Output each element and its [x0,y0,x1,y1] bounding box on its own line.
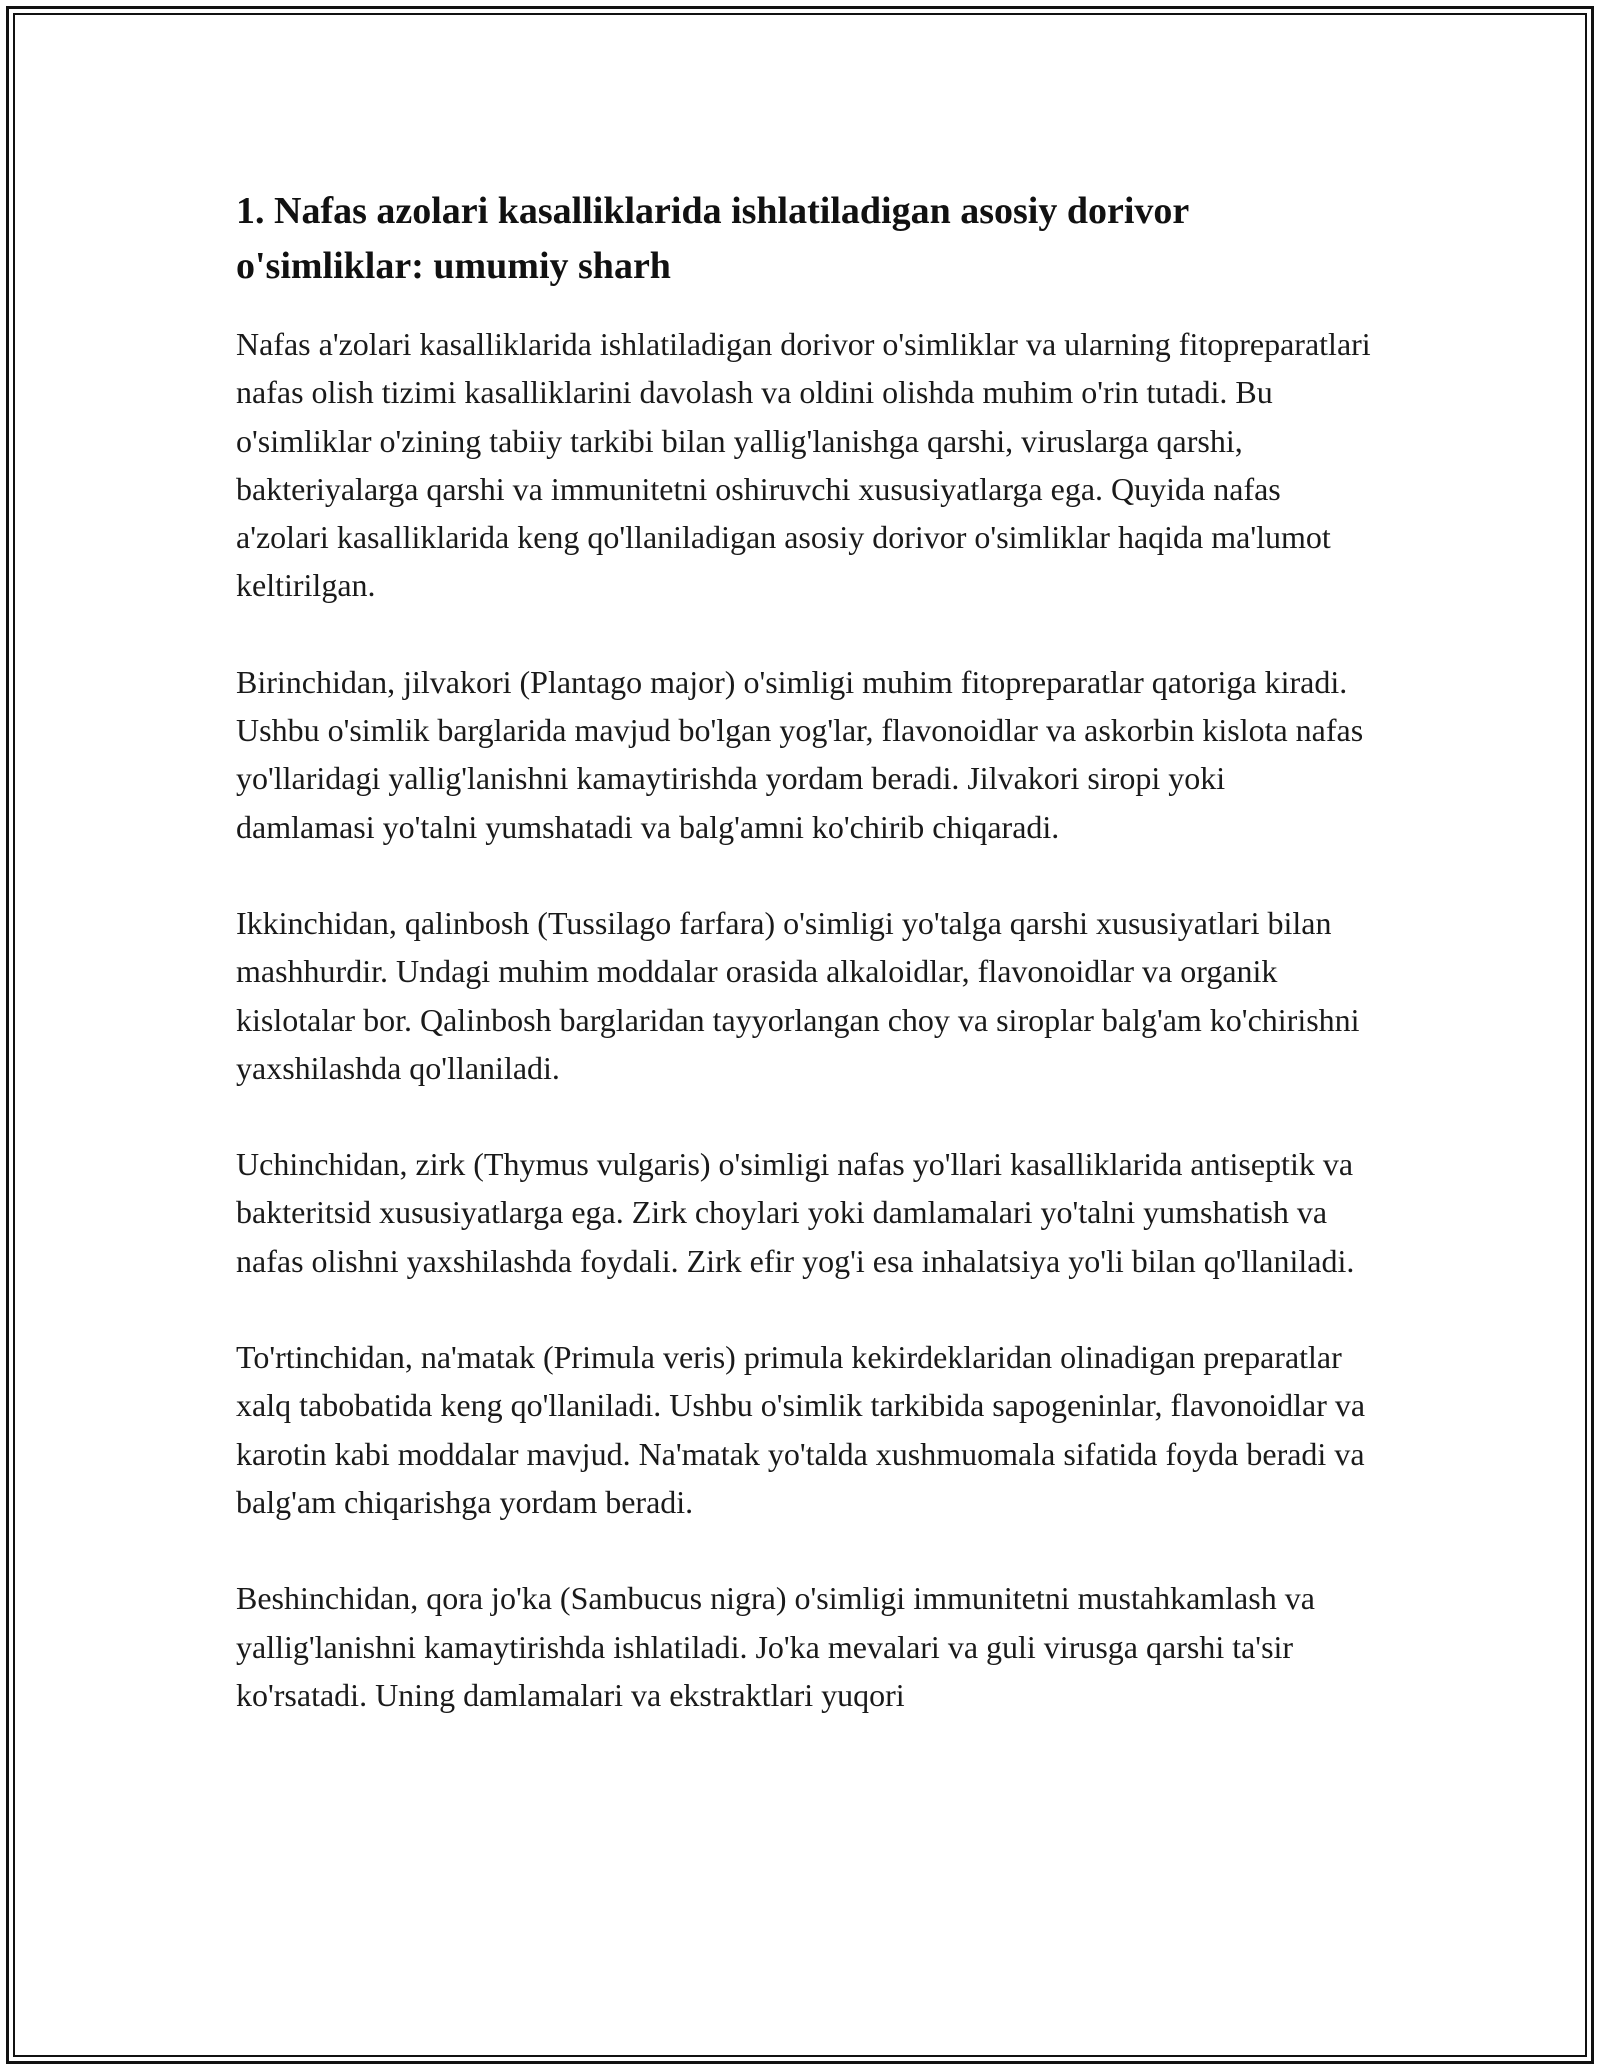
heading-line-1: 1. Nafas azolari kasalliklarida ishlatiladigan asosiy dorivor [236,190,1190,232]
section-heading [236,184,1371,294]
paragraph-plantago: Birinchidan, jilvakori (Plantago major) o'simligi muhim fitopreparatlar qatoriga kiradi. Ushbu o'simlik barglarida mavjud bo'lgan yog'lar, flavonoidlar va askorbin kislota nafas yo'llaridagi yallig'lanishni kamaytirishda yordam beradi. Jilvakori siropi yoki damlamasi yo'talni yumshatadi va balg'amni ko'chirib chiqaradi. [236,663,1364,845]
heading-line-2: o'simliklar: umumiy sharh [236,245,671,287]
paragraph-sambucus: Beshinchidan, qora jo'ka (Sambucus nigra) o'simligi immunitetni mustahkamlash va yallig'lanishni kamaytirishda ishlatiladi. Jo'ka mevalari va guli virusga qarshi ta'sir ko'rsatadi. Uning damlamalari va ekstraktlari yuqori [236,1580,1315,1713]
paragraph-tussilago: Ikkinchidan, qalinbosh (Tussilago farfara) o'simligi yo'talga qarshi xususiyatlari bilan mashhurdir. Undagi muhim moddalar orasida alkaloidlar, flavonoidlar va organik kislotalar bor. Qalinbosh barglaridan tayyorlangan choy va siroplar balg'am ko'chirishni yaxshilashda qo'llaniladi. [236,904,1360,1086]
paragraph-intro: Nafas a'zolari kasalliklarida ishlatiladigan dorivor o'simliklar va ularning fitopreparatlari nafas olish tizimi kasalliklarini davolash va oldini olishda muhim o'rin tutadi. Bu o'simliklar o'zining tabiiy tarkibi bilan yallig'lanishga qarshi, viruslarga qarshi, bakteriyalarga qarshi va immunitetni oshiruvchi xususiyatlarga ega. Quyida nafas a'zolari kasalliklarida keng qo'llaniladigan asosiy dorivor o'simliklar haqida ma'lumot keltirilgan. [236,326,1371,604]
document-body [236,184,1371,1719]
paragraph-primula: To'rtinchidan, na'matak (Primula veris) primula kekirdeklaridan olinadigan preparatlar xalq tabobatida keng qo'llaniladi. Ushbu o'simlik tarkibida sapogeninlar, flavonoidlar va karotin kabi moddalar mavjud. Na'matak yo'talda xushmuomala sifatida foyda beradi va balg'am chiqarishga yordam beradi. [236,1339,1366,1520]
paragraph-thymus: Uchinchidan, zirk (Thymus vulgaris) o'simligi nafas yo'llari kasalliklarida antiseptik va bakteritsid xususiyatlarga ega. Zirk choylari yoki damlamalari yo'talni yumshatish va nafas olishni yaxshilashda foydali. Zirk efir yog'i esa inhalatsiya yo'li bilan qo'llaniladi. [236,1146,1355,1279]
